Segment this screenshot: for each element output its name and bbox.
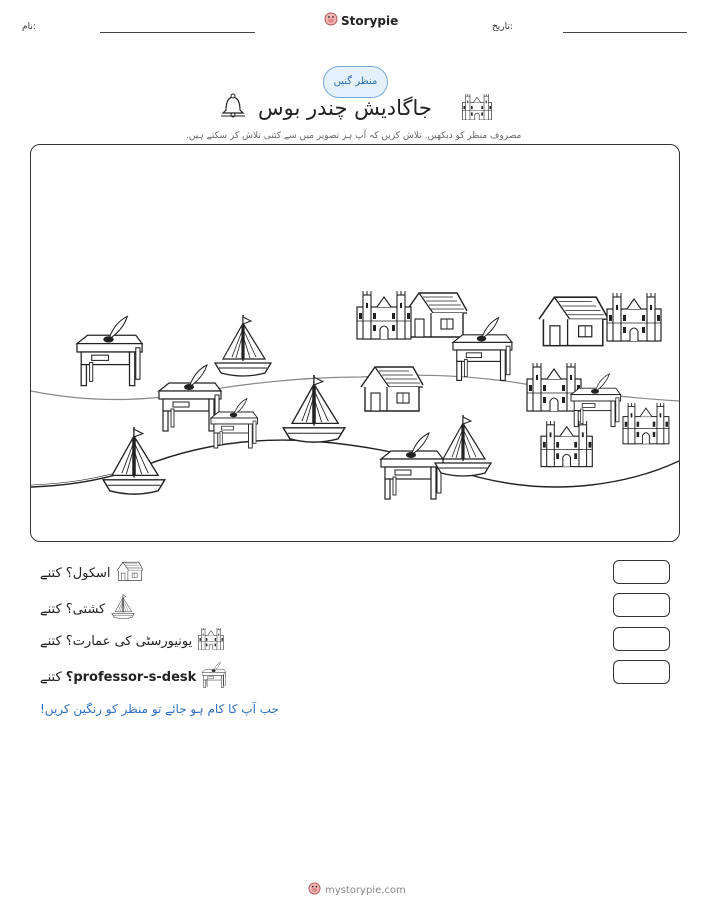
desk-1 bbox=[77, 316, 142, 385]
page-title: جاگادیش چندر بوس bbox=[258, 96, 432, 120]
date-line[interactable] bbox=[563, 32, 687, 33]
boat-3 bbox=[103, 427, 165, 494]
boat-4 bbox=[435, 415, 491, 476]
school-1 bbox=[405, 293, 467, 337]
university-1 bbox=[357, 291, 411, 339]
question-prefix: کتنے bbox=[40, 601, 62, 617]
university-5 bbox=[541, 421, 592, 467]
name-label: نام: bbox=[22, 22, 36, 32]
site-footer bbox=[308, 882, 406, 898]
question-university bbox=[40, 628, 224, 654]
brand-logo bbox=[324, 12, 398, 29]
boat-1 bbox=[215, 315, 271, 376]
page-subtitle: مصروف منظر کو دیکھیں. تلاش کریں کہ آپ ہر تصویر میں سے کتنی تلاش کر سکتے ہیں. bbox=[186, 131, 522, 141]
question-desk bbox=[40, 662, 226, 692]
university-3 bbox=[527, 363, 581, 411]
school-2 bbox=[539, 297, 607, 345]
pig-icon bbox=[324, 12, 338, 29]
university-4 bbox=[623, 403, 669, 444]
bell-icon bbox=[218, 92, 248, 124]
scene-frame bbox=[30, 144, 680, 542]
question-prefix: کتنے bbox=[40, 633, 62, 649]
question-text: professor-s-desk؟ bbox=[65, 669, 197, 685]
university-title-icon bbox=[459, 94, 495, 124]
color-instruction: جب آپ کا کام ہو جائے تو منظر کو رنگین کریں! bbox=[40, 702, 279, 716]
answer-box-school[interactable] bbox=[613, 560, 670, 584]
question-prefix: کتنے bbox=[40, 669, 62, 685]
university-2 bbox=[607, 293, 661, 341]
section-pill: منظر گنیں bbox=[323, 66, 388, 98]
footer-url[interactable]: mystorypie.com bbox=[325, 884, 406, 896]
desk-6 bbox=[381, 433, 443, 499]
question-prefix: کتنے bbox=[40, 565, 62, 581]
answer-box-desk[interactable] bbox=[613, 660, 670, 684]
date-label: تاریخ: bbox=[492, 22, 513, 32]
question-text: اسکول؟ bbox=[65, 565, 111, 581]
question-boat bbox=[40, 594, 135, 624]
question-school bbox=[40, 561, 143, 585]
name-line[interactable] bbox=[100, 32, 255, 33]
sailboat-icon bbox=[111, 594, 135, 624]
pig-icon bbox=[308, 882, 321, 898]
answer-box-university[interactable] bbox=[613, 627, 670, 651]
question-text: یونیورسٹی کی عمارت؟ bbox=[65, 633, 193, 649]
university-icon bbox=[198, 628, 224, 654]
school-3 bbox=[361, 367, 423, 411]
boat-2 bbox=[283, 375, 345, 442]
question-text: کشتی؟ bbox=[65, 601, 106, 617]
busy-scene bbox=[31, 145, 679, 541]
answer-box-boat[interactable] bbox=[613, 593, 670, 617]
desk-icon bbox=[202, 662, 226, 692]
school-icon bbox=[117, 561, 143, 585]
brand-name: Storypie bbox=[341, 13, 399, 28]
